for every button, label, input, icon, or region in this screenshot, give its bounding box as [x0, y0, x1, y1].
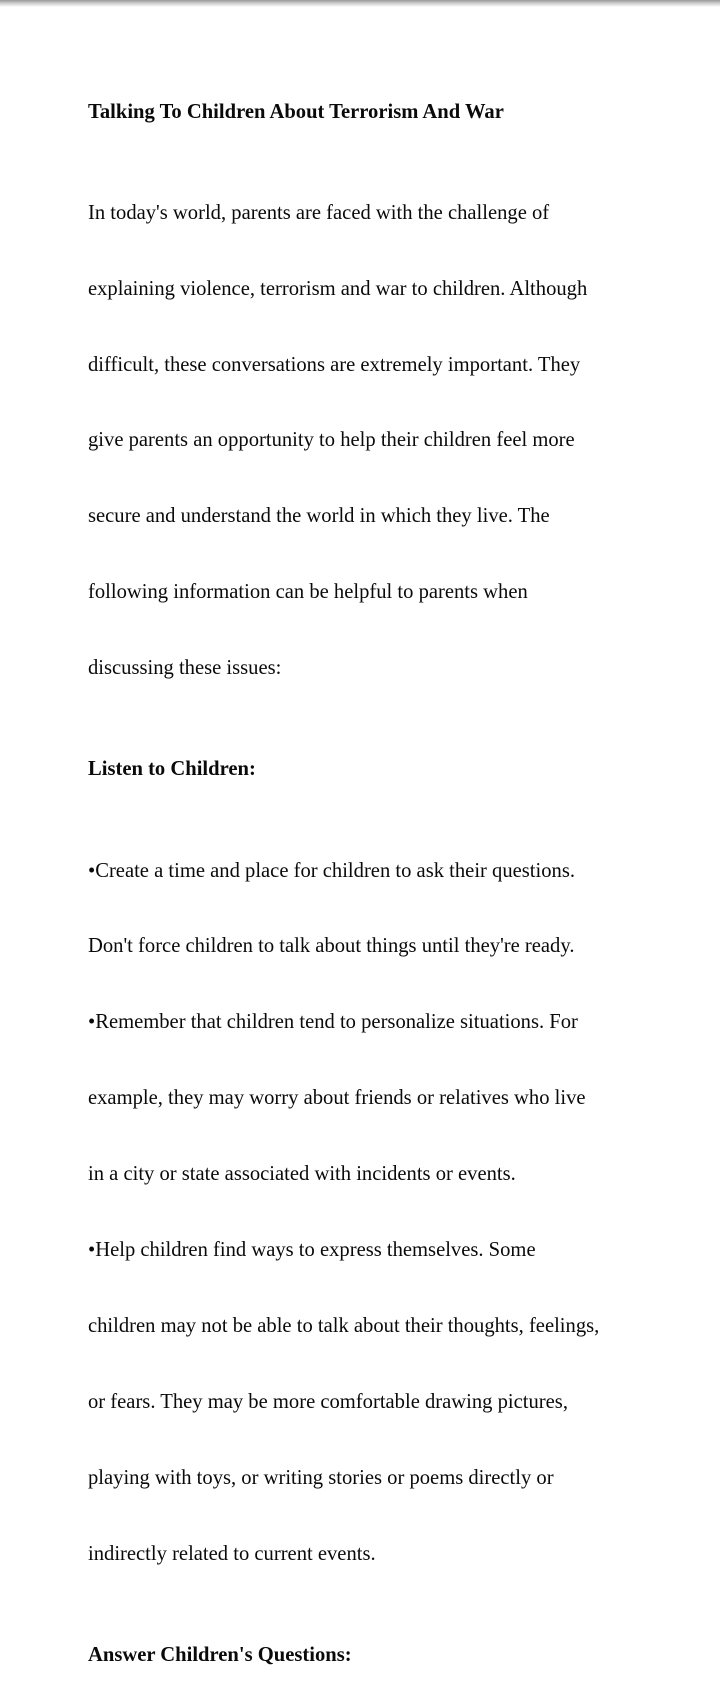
intro-line: explaining violence, terrorism and war to children. Although [88, 277, 588, 300]
bullet-line: in a city or state associated with incidents or events. [88, 1163, 516, 1186]
top-edge-shadow [0, 0, 720, 7]
intro-line: give parents an opportunity to help their children feel more [88, 429, 575, 452]
section-heading-clipped: Answer Children's Questions: [88, 1643, 352, 1666]
document-title: Talking To Children About Terrorism And War [88, 100, 504, 123]
section-heading-listen: Listen to Children: [88, 758, 256, 781]
intro-line: In today's world, parents are faced with the challenge of [88, 201, 550, 224]
intro-line: secure and understand the world in which they live. The [88, 505, 550, 528]
intro-line: discussing these issues: [88, 657, 282, 680]
bullet-line: •Help children find ways to express themselves. Some [88, 1238, 536, 1261]
bullet-line: or fears. They may be more comfortable drawing pictures, [88, 1390, 568, 1413]
document-page [88, 49, 688, 1693]
bullet-line: Don't force children to talk about things until they're ready. [88, 935, 575, 958]
bullet-line: playing with toys, or writing stories or poems directly or [88, 1466, 554, 1489]
bullet-line: indirectly related to current events. [88, 1542, 376, 1565]
bullet-line: example, they may worry about friends or relatives who live [88, 1087, 586, 1110]
intro-line: difficult, these conversations are extremely important. They [88, 353, 581, 376]
bullet-line: •Remember that children tend to personalize situations. For [88, 1011, 578, 1034]
intro-line: following information can be helpful to parents when [88, 581, 528, 604]
bullet-line: •Create a time and place for children to ask their questions. [88, 859, 575, 882]
bullet-line: children may not be able to talk about their thoughts, feelings, [88, 1314, 600, 1337]
